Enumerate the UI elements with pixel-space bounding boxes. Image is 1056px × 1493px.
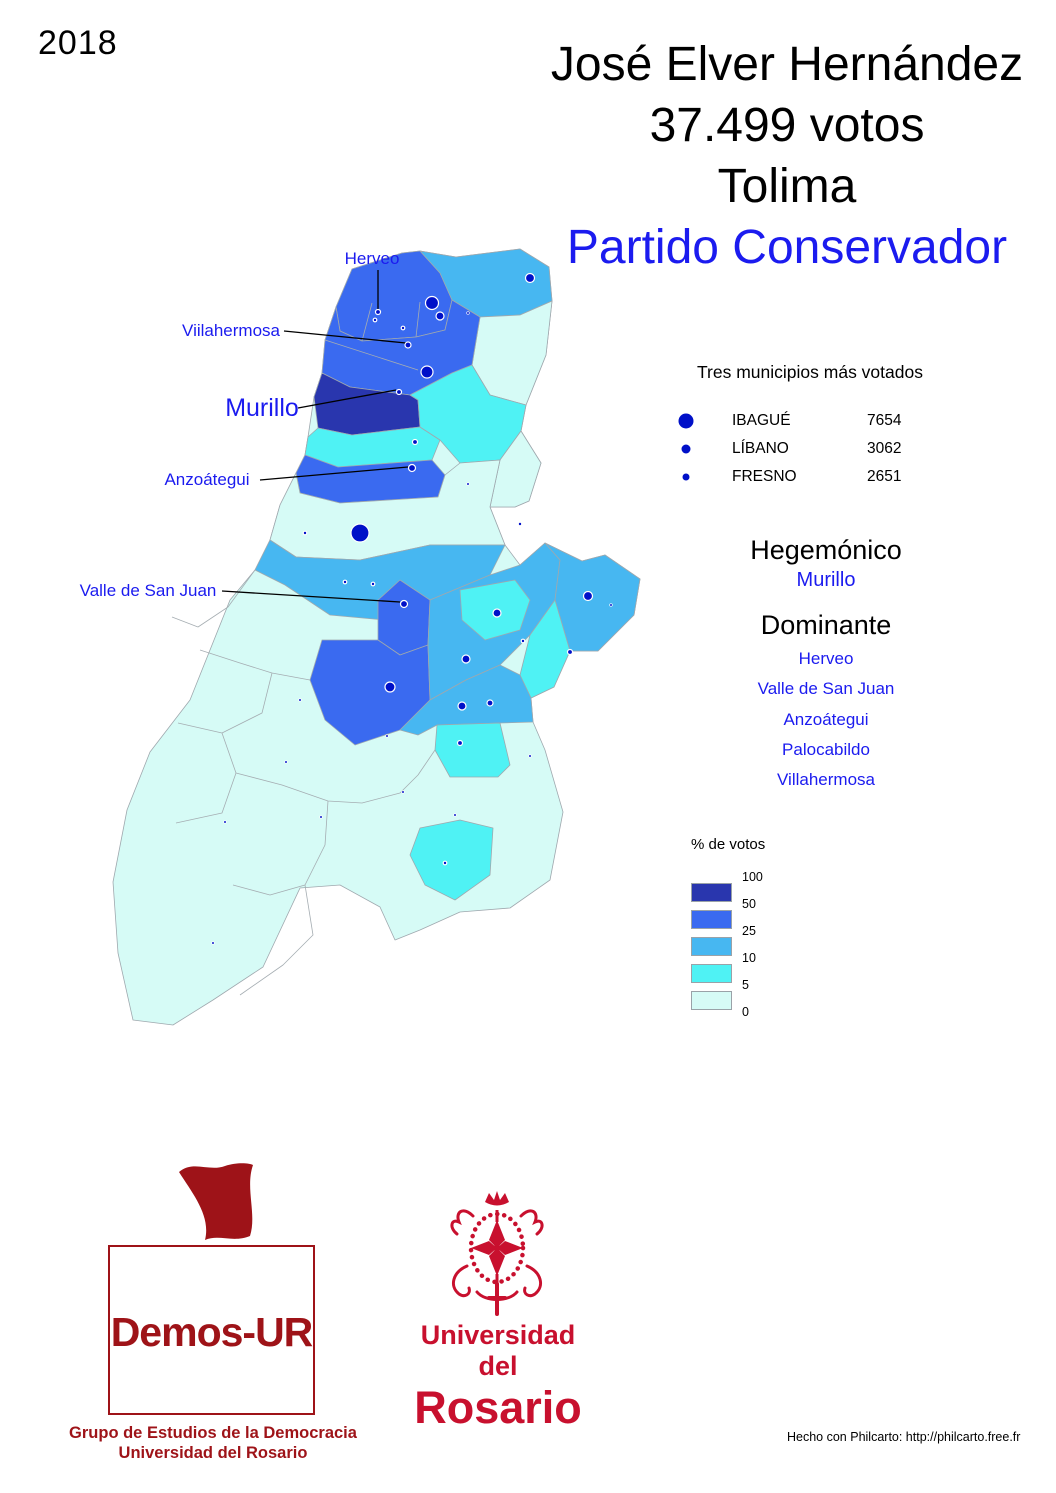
dominante-item: Anzoátegui — [783, 710, 869, 729]
year-label: 2018 — [38, 24, 118, 62]
dot-ibague — [351, 524, 369, 542]
top-municipality-row — [660, 463, 980, 491]
municipality-votes: 3062 — [867, 440, 902, 457]
dominante-title: Dominante — [760, 610, 892, 640]
top-municipality-row — [660, 407, 980, 435]
demos-caption-line1: Grupo de Estudios de la Democracia — [69, 1424, 357, 1442]
demos-ur-flag-icon — [175, 1162, 257, 1243]
dot-herveo — [376, 310, 381, 315]
demos-caption-line2: Universidad del Rosario — [118, 1444, 308, 1462]
legend-tick: 50 — [742, 897, 756, 911]
dominante-item: Villahermosa — [777, 770, 875, 789]
proportional-circle-small — [683, 474, 690, 481]
dot-fresno — [526, 274, 535, 283]
dot-villahermosa — [405, 342, 411, 348]
legend-tick: 10 — [742, 951, 756, 965]
municipality-votes: 7654 — [867, 412, 902, 429]
party-name: Partido Conservador — [566, 221, 1008, 274]
rosario-crest-icon — [437, 1188, 557, 1322]
dot-anzoategui — [409, 465, 416, 472]
municipality-name: IBAGUÉ — [732, 412, 791, 429]
legend-tick: 0 — [742, 1005, 749, 1019]
department-name: Tolima — [717, 160, 857, 213]
color-legend-title: % de votos — [691, 836, 766, 853]
dot-valle-de-san-juan — [401, 601, 408, 608]
dot-murillo — [397, 390, 402, 395]
legend-tick: 5 — [742, 978, 749, 992]
dominante-item: Valle de San Juan — [757, 679, 895, 698]
municipality-votes: 2651 — [867, 468, 902, 485]
dot-libano — [426, 297, 439, 310]
candidate-name: José Elver Hernández — [550, 38, 1024, 91]
rosario-wordmark-line1: Universidad del — [420, 1320, 576, 1381]
poly-south-turquoise-1 — [435, 723, 510, 777]
rosario-wordmark — [398, 1320, 598, 1434]
legend-swatch-50 — [691, 910, 732, 929]
proportional-circle-large — [679, 414, 694, 429]
map-label-villahermosa: Viilahermosa — [182, 321, 280, 340]
tolima-choropleth-map — [0, 240, 660, 1055]
map-container — [0, 240, 660, 1055]
vote-count: 37.499 votos — [649, 99, 925, 152]
dominante-item: Palocabildo — [782, 740, 870, 759]
legend-swatch-25 — [691, 937, 732, 956]
hegemonico-item: Murillo — [796, 569, 856, 591]
municipality-name: LÍBANO — [732, 440, 789, 457]
municipality-polygons — [113, 249, 640, 1025]
map-label-murillo: Murillo — [225, 394, 299, 422]
legend-tick: 100 — [742, 870, 763, 884]
rosario-wordmark-line2: Rosario — [414, 1382, 582, 1433]
legend-swatch-100 — [691, 883, 732, 902]
map-label-anzoategui: Anzoátegui — [164, 470, 250, 489]
hegemonico-title: Hegemónico — [750, 535, 902, 565]
proportional-circle-medium — [682, 445, 691, 454]
legend-swatch-10 — [691, 964, 732, 983]
map-label-herveo: Herveo — [344, 249, 400, 268]
top-municipalities-title: Tres municipios más votados — [697, 362, 923, 382]
map-label-valle-de-san-juan: Valle de San Juan — [79, 581, 217, 600]
demos-ur-logo-text: Demos-UR — [110, 1309, 313, 1355]
legend-swatch-5 — [691, 991, 732, 1010]
municipality-name: FRESNO — [732, 468, 797, 485]
legend-tick: 25 — [742, 924, 756, 938]
top-municipality-row — [660, 435, 980, 463]
demos-ur-logo-box — [108, 1245, 315, 1415]
philcarto-credit: Hecho con Philcarto: http://philcarto.free.fr — [787, 1430, 1021, 1444]
dominante-item: Herveo — [798, 649, 854, 668]
